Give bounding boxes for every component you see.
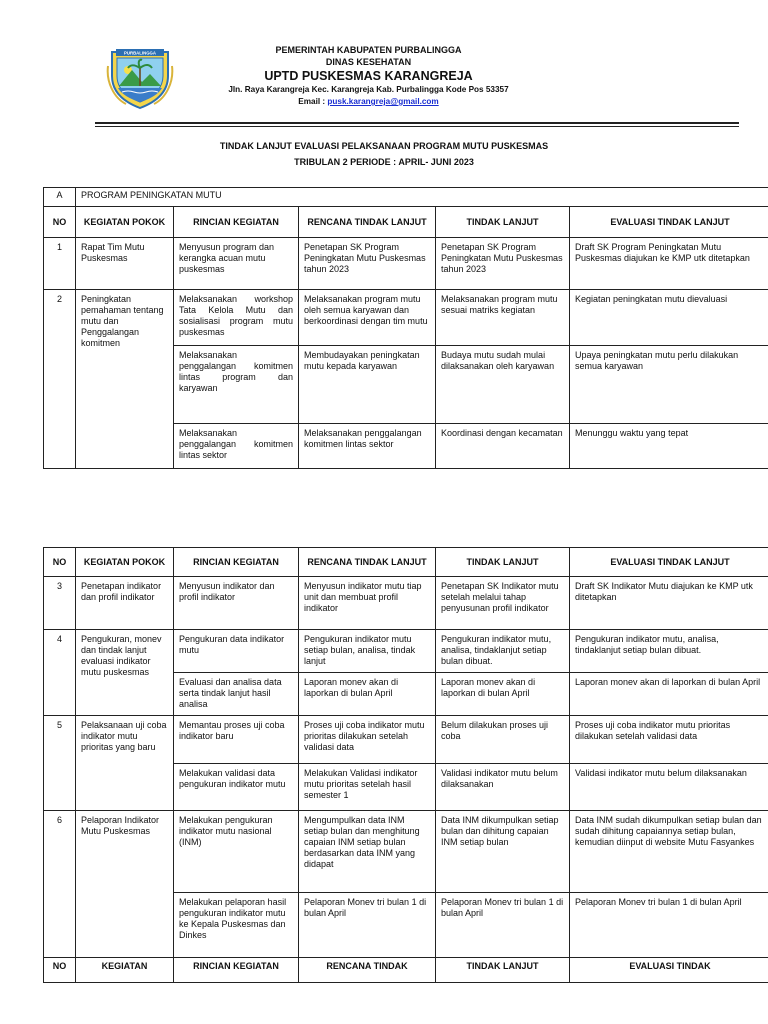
cell-evaluasi: Validasi indikator mutu belum dilaksanakan — [570, 764, 768, 811]
cell-tindak: Data INM dikumpulkan setiap bulan dan dihitung capaian INM setiap bulan — [436, 811, 570, 893]
cell-no: 1 — [44, 238, 76, 290]
cell-tindak: Penetapan SK Indikator mutu setelah melalui tahap penyusunan profil indikator — [436, 577, 570, 630]
cell-rencana: Melakukan Validasi indikator mutu prioritas setelah hasil semester 1 — [299, 764, 436, 811]
table-row — [44, 716, 768, 764]
cell-evaluasi: Proses uji coba indikator mutu prioritas dilakukan setelah validasi data — [570, 716, 768, 764]
header-evaluasi-tindak-lanjut: EVALUASI TINDAK LANJUT — [570, 207, 768, 238]
cell-rincian: Melakukan validasi data pengukuran indikator mutu — [174, 764, 299, 811]
document-subtitle: TRIBULAN 2 PERIODE : APRIL- JUNI 2023 — [294, 157, 474, 167]
cell-rincian: Memantau proses uji coba indikator baru — [174, 716, 299, 764]
header-rencana-tindak-lanjut: RENCANA TINDAK LANJUT — [299, 548, 436, 577]
header-no: NO — [44, 207, 76, 238]
cell-rincian: Melakukan pengukuran indikator mutu nasional (INM) — [174, 811, 299, 893]
email-link[interactable]: pusk.karangreja@gmail.com — [327, 97, 439, 106]
cell-kegiatan-pokok: Pengukuran, monev dan tindak lanjut evaluasi indikator mutu puskesmas — [76, 630, 174, 716]
cell-rencana: Mengumpulkan data INM setiap bulan dan menghitung capaian INM setiap bulan berdasarkan data INM yang didapat — [299, 811, 436, 893]
table-row — [44, 290, 768, 346]
cell-no: 3 — [44, 577, 76, 630]
cell-rencana: Proses uji coba indikator mutu prioritas dilakukan setelah validasi data — [299, 716, 436, 764]
letterhead-department: DINAS KESEHATAN — [325, 57, 412, 67]
table-row — [44, 577, 768, 630]
cell-rincian: Melaksanakan penggalangan komitmen lintas sektor — [174, 424, 299, 469]
cell-kegiatan-pokok: Pelaporan Indikator Mutu Puskesmas — [76, 811, 174, 958]
cell-rincian: Melaksanakan penggalangan komitmen lintas program dan karyawan — [174, 346, 299, 424]
letterhead-rule-thin — [95, 126, 739, 127]
section-row — [44, 188, 768, 207]
email-label: Email : — [298, 97, 328, 106]
cell-rencana: Melaksanakan program mutu oleh semua karyawan dan berkoordinasi dengan tim mutu — [299, 290, 436, 346]
cell-tindak: Pelaporan Monev tri bulan 1 di bulan April — [436, 893, 570, 958]
cell-rincian: Melaksanakan workshop Tata Kelola Mutu dan sosialisasi program mutu puskesmas — [174, 290, 299, 346]
cell-tindak: Belum dilakukan proses uji coba — [436, 716, 570, 764]
header-kegiatan-pokok: KEGIATAN POKOK — [76, 548, 174, 577]
cell-no: 4 — [44, 630, 76, 716]
header-tindak-lanjut: TINDAK LANJUT — [436, 548, 570, 577]
header-no: NO — [44, 548, 76, 577]
cell-kegiatan-pokok: Rapat Tim Mutu Puskesmas — [76, 238, 174, 290]
footer-header-kegiatan: KEGIATAN — [76, 958, 174, 983]
cell-evaluasi: Data INM sudah dikumpulkan setiap bulan dan sudah dihitung capaiannya setiap bulan, kemudian diinput di website Mutu Fasyankes — [570, 811, 768, 893]
cell-evaluasi: Draft SK Program Peningkatan Mutu Puskesmas diajukan ke KMP utk ditetapkan — [570, 238, 768, 290]
cell-no: 2 — [44, 290, 76, 469]
document-title: TINDAK LANJUT EVALUASI PELAKSANAAN PROGRAM MUTU PUSKESMAS — [219, 141, 549, 151]
cell-kegiatan-pokok: Pelaksanaan uji coba indikator mutu prioritas yang baru — [76, 716, 174, 811]
cell-rencana: Membudayakan peningkatan mutu kepada karyawan — [299, 346, 436, 424]
header-rincian-kegiatan: RINCIAN KEGIATAN — [174, 207, 299, 238]
cell-rencana: Laporan monev akan di laporkan di bulan April — [299, 673, 436, 716]
cell-tindak: Melaksanakan program mutu sesuai matriks kegiatan — [436, 290, 570, 346]
cell-rencana: Menyusun indikator mutu tiap unit dan membuat profil indikator — [299, 577, 436, 630]
cell-tindak: Validasi indikator mutu belum dilaksanakan — [436, 764, 570, 811]
cell-tindak: Penetapan SK Program Peningkatan Mutu Puskesmas tahun 2023 — [436, 238, 570, 290]
cell-kegiatan-pokok: Peningkatan pemahaman tentang mutu dan Penggalangan komitmen — [76, 290, 174, 469]
cell-rencana: Pengukuran indikator mutu setiap bulan, analisa, tindak lanjut — [299, 630, 436, 673]
cell-rincian: Melakukan pelaporan hasil pengukuran indikator mutu ke Kepala Puskesmas dan Dinkes — [174, 893, 299, 958]
letterhead-institution: UPTD PUSKESMAS KARANGREJA — [264, 69, 473, 83]
section-title: PROGRAM PENINGKATAN MUTU — [76, 188, 768, 207]
header-tindak-lanjut: TINDAK LANJUT — [436, 207, 570, 238]
cell-rincian: Pengukuran data indikator mutu — [174, 630, 299, 673]
cell-evaluasi: Laporan monev akan di laporkan di bulan April — [570, 673, 768, 716]
footer-header-evaluasi: EVALUASI TINDAK — [570, 958, 768, 983]
program-table-2 — [43, 547, 768, 983]
footer-header-row — [44, 958, 768, 983]
cell-tindak: Koordinasi dengan kecamatan — [436, 424, 570, 469]
letterhead-email-line — [190, 96, 547, 108]
cell-rencana: Melaksanakan penggalangan komitmen lintas sektor — [299, 424, 436, 469]
table-row — [44, 811, 768, 893]
letterhead — [190, 44, 547, 108]
cell-kegiatan-pokok: Penetapan indikator dan profil indikator — [76, 577, 174, 630]
cell-tindak: Budaya mutu sudah mulai dilaksanakan oleh karyawan — [436, 346, 570, 424]
table-row — [44, 630, 768, 673]
letterhead-government: PEMERINTAH KABUPATEN PURBALINGGA — [275, 45, 462, 55]
footer-header-rincian: RINCIAN KEGIATAN — [174, 958, 299, 983]
cell-rencana: Pelaporan Monev tri bulan 1 di bulan April — [299, 893, 436, 958]
header-row — [44, 207, 768, 238]
header-row — [44, 548, 768, 577]
header-evaluasi-tindak-lanjut: EVALUASI TINDAK LANJUT — [570, 548, 768, 577]
cell-evaluasi: Pengukuran indikator mutu, analisa, tindaklanjut setiap bulan dibuat. — [570, 630, 768, 673]
cell-evaluasi: Upaya peningkatan mutu perlu dilakukan semua karyawan — [570, 346, 768, 424]
cell-no: 5 — [44, 716, 76, 811]
program-table-1 — [43, 187, 768, 469]
footer-header-rencana: RENCANA TINDAK — [299, 958, 436, 983]
cell-evaluasi: Menunggu waktu yang tepat — [570, 424, 768, 469]
section-letter: A — [44, 188, 76, 207]
cell-no: 6 — [44, 811, 76, 958]
letterhead-rule-thick — [95, 122, 739, 124]
header-rencana-tindak-lanjut: RENCANA TINDAK LANJUT — [299, 207, 436, 238]
cell-rincian: Menyusun indikator dan profil indikator — [174, 577, 299, 630]
cell-evaluasi: Kegiatan peningkatan mutu dievaluasi — [570, 290, 768, 346]
purbalingga-seal-logo — [106, 46, 174, 110]
cell-rincian: Evaluasi dan analisa data serta tindak lanjut hasil analisa — [174, 673, 299, 716]
table-row — [44, 238, 768, 290]
letterhead-address: Jln. Raya Karangreja Kec. Karangreja Kab. Purbalingga Kode Pos 53357 — [228, 85, 509, 94]
cell-tindak: Laporan monev akan di laporkan di bulan April — [436, 673, 570, 716]
header-kegiatan-pokok: KEGIATAN POKOK — [76, 207, 174, 238]
header-rincian-kegiatan: RINCIAN KEGIATAN — [174, 548, 299, 577]
cell-tindak: Pengukuran indikator mutu, analisa, tindaklanjut setiap bulan dibuat. — [436, 630, 570, 673]
svg-text:PURBALINGGA: PURBALINGGA — [124, 50, 156, 56]
footer-header-tindak-lanjut: TINDAK LANJUT — [436, 958, 570, 983]
cell-evaluasi: Pelaporan Monev tri bulan 1 di bulan April — [570, 893, 768, 958]
cell-rencana: Penetapan SK Program Peningkatan Mutu Puskesmas tahun 2023 — [299, 238, 436, 290]
cell-evaluasi: Draft SK Indikator Mutu diajukan ke KMP utk ditetapkan — [570, 577, 768, 630]
cell-rincian: Menyusun program dan kerangka acuan mutu puskesmas — [174, 238, 299, 290]
footer-header-no: NO — [44, 958, 76, 983]
